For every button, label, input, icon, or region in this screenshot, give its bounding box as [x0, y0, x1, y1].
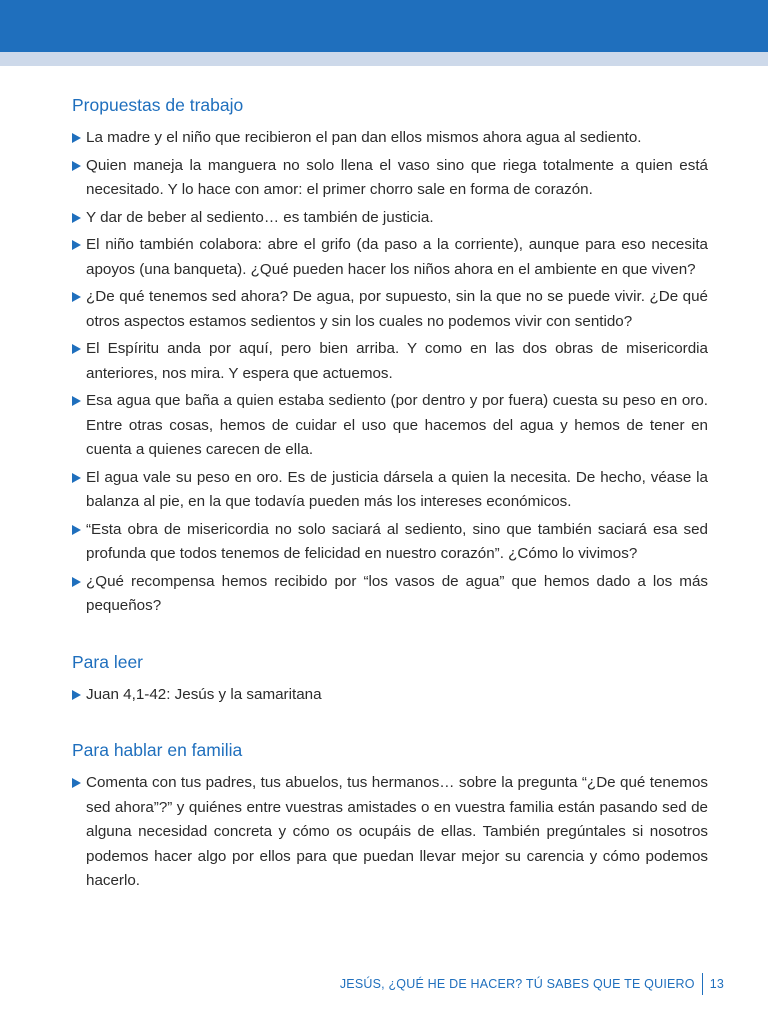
- item-text: ¿Qué recompensa hemos recibido por “los vasos de agua” que hemos dado a los más pequeños?: [86, 572, 708, 614]
- triangle-bullet-icon: [72, 525, 81, 535]
- footer-divider: [702, 973, 703, 995]
- page-footer: [340, 973, 724, 995]
- list-item: [72, 570, 708, 619]
- list-item: [72, 466, 708, 515]
- list-item: [72, 337, 708, 386]
- triangle-bullet-icon: [72, 344, 81, 354]
- item-text: Esa agua que baña a quien estaba sediento (por dentro y por fuera) cuesta su peso en oro. Entre otras cosas, hemos de cuidar el uso que hacemos del agua y hemos de tener en cuenta a quienes carecen de ella.: [86, 392, 708, 458]
- item-list: [72, 771, 708, 894]
- item-text: Comenta con tus padres, tus abuelos, tus hermanos… sobre la pregunta “¿De qué tenemos sed ahora”?” y quiénes entre vuestras amistades o en vuestra familia están pasando sed de alguna necesidad concreta y cómo os ocupáis de ellas. También pregúntales si nosotros podemos hacer algo por ellos para que puedan llevar mejor su carencia y cómo podemos hacerlo.: [86, 774, 708, 889]
- item-text: El agua vale su peso en oro. Es de justicia dársela a quien la necesita. De hecho, véase la balanza al pie, en la que todavía pueden más los intereses económicos.: [86, 468, 708, 510]
- list-item: [72, 233, 708, 282]
- triangle-bullet-icon: [72, 213, 81, 223]
- item-text: La madre y el niño que recibieron el pan dan ellos mismos ahora agua al sediento.: [86, 129, 642, 146]
- section-title: Para hablar en familia: [72, 740, 243, 760]
- header-color-bar: [0, 0, 768, 52]
- triangle-bullet-icon: [72, 396, 81, 406]
- list-item: [72, 206, 708, 231]
- list-item: [72, 771, 708, 894]
- running-title: JESÚS, ¿QUÉ HE DE HACER? TÚ SABES QUE TE QUIERO: [339, 977, 695, 991]
- list-item: [72, 518, 708, 567]
- triangle-bullet-icon: [72, 690, 81, 700]
- list-item: [72, 683, 708, 708]
- list-item: [72, 126, 708, 151]
- page-number: 13: [709, 977, 724, 991]
- item-text: Quien maneja la manguera no solo llena el vaso sino que riega totalmente a quien está necesitado. Y lo hace con amor: el primer chorro sale en forma de corazón.: [86, 156, 708, 198]
- item-text: ¿De qué tenemos sed ahora? De agua, por supuesto, sin la que no se puede vivir. ¿De qué otros aspectos estamos sedientos y sin los cuales no podemos vivir con sentido?: [86, 288, 708, 330]
- list-item: [72, 154, 708, 203]
- page-content: [72, 92, 708, 897]
- item-list: [72, 126, 708, 619]
- section-title: Propuestas de trabajo: [72, 95, 244, 115]
- triangle-bullet-icon: [72, 577, 81, 587]
- item-list: [72, 683, 708, 708]
- section-para-hablar-en-familia: [72, 737, 708, 894]
- list-item: [72, 285, 708, 334]
- triangle-bullet-icon: [72, 161, 81, 171]
- header-band: [0, 52, 768, 66]
- list-item: [72, 389, 708, 463]
- triangle-bullet-icon: [72, 292, 81, 302]
- section-title: Para leer: [72, 651, 144, 672]
- section-propuestas: [72, 92, 708, 619]
- triangle-bullet-icon: [72, 473, 81, 483]
- item-text: Juan 4,1-42: Jesús y la samaritana: [86, 685, 322, 703]
- section-para-leer: [72, 649, 708, 708]
- triangle-bullet-icon: [72, 240, 81, 250]
- item-text: El niño también colabora: abre el grifo (da paso a la corriente), aunque para eso necesita apoyos (una banqueta). ¿Qué pueden hacer los niños ahora en el ambiente en que viven?: [86, 236, 708, 278]
- triangle-bullet-icon: [72, 778, 81, 788]
- item-text: Y dar de beber al sediento… es también de justicia.: [86, 208, 434, 226]
- triangle-bullet-icon: [72, 133, 81, 143]
- item-text: El Espíritu anda por aquí, pero bien arriba. Y como en las dos obras de misericordia anteriores, nos mira. Y espera que actuemos.: [86, 340, 708, 382]
- item-text: “Esta obra de misericordia no solo saciará al sediento, sino que también saciará esa sed profunda que todos tenemos de felicidad en nuestro corazón”. ¿Cómo lo vivimos?: [86, 520, 708, 562]
